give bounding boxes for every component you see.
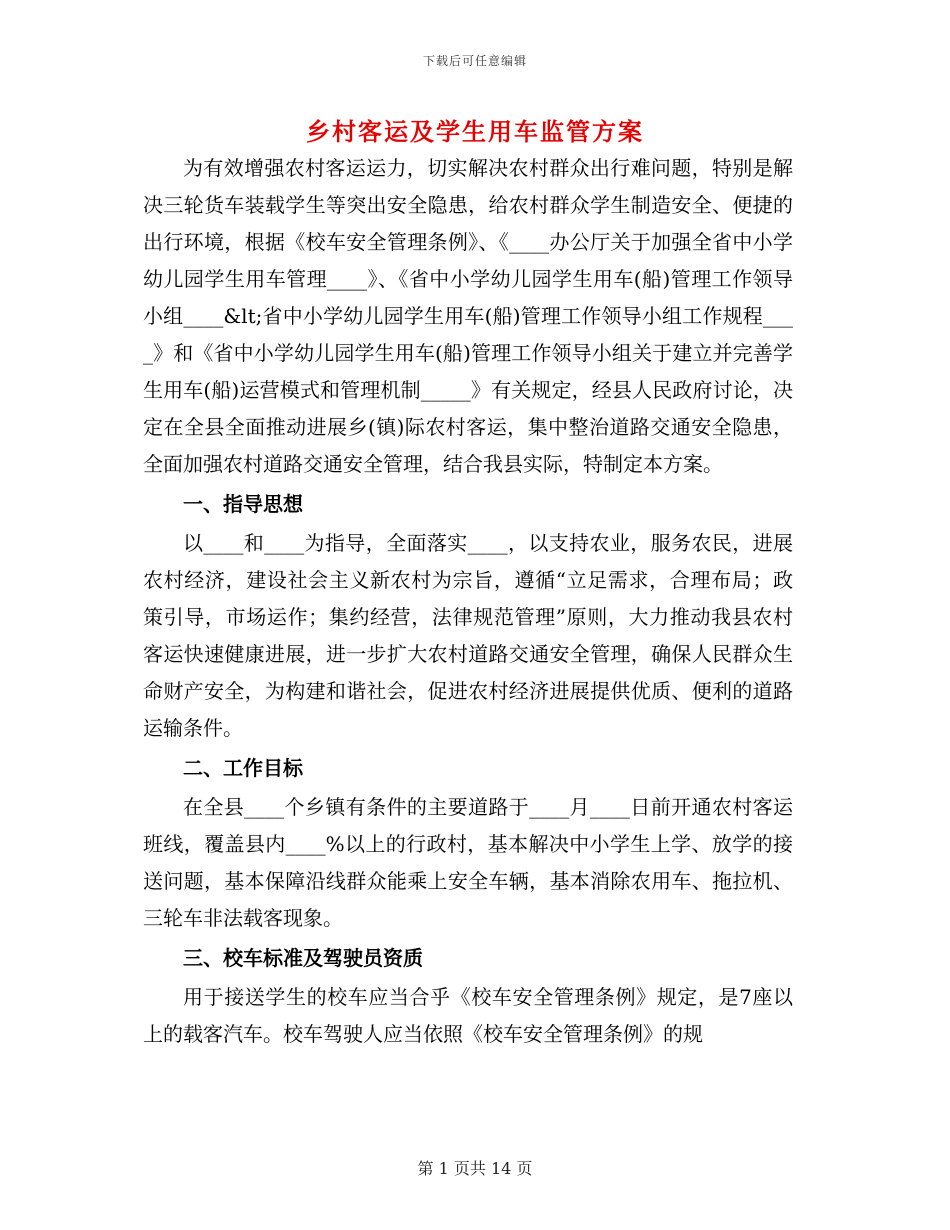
page-header-note: 下载后可任意编辑 <box>422 54 527 68</box>
section-paragraph: 在全县____个乡镇有条件的主要道路于____月____日前开通农村客运班线，覆盖县内____%以上的行政村，基本解决中小学生上学、放学的接送问题，基本保障沿线群众能乘上安全车辆，基本消除农用车、拖拉机、三轮车非法载客现象。 <box>143 795 793 930</box>
section-paragraph: 用于接送学生的校车应当合乎《校车安全管理条例》规定，是7座以上的载客汽车。校车驾驶人应当依照《校车安全管理条例》的规 <box>143 985 793 1046</box>
section-work-goals <box>143 747 793 937</box>
page-number: 第 1 页共 14 页 <box>417 1159 533 1178</box>
section-heading: 三、校车标准及驾驶员资质 <box>183 946 423 970</box>
section-bus-standards <box>143 937 793 1053</box>
section-heading: 一、指导思想 <box>183 492 303 516</box>
section-paragraph: 以____和____为指导，全面落实____，以支持农业，服务农民，进展农村经济，建设社会主义新农村为宗旨，遵循“立足需求，合理布局；政策引导，市场运作；集约经营，法律规范管理”原则，大力推动我县农村客运快速健康进展，进一步扩大农村道路交通安全管理，确保人民群众生命财产安全，为构建和谐社会，促进农村经济进展提供优质、便利的道路运输条件。 <box>143 531 793 740</box>
document-body <box>143 150 793 1053</box>
section-heading: 二、工作目标 <box>183 756 303 780</box>
document-title: 乡村客运及学生用车监管方案 <box>306 117 644 146</box>
intro-paragraph: 为有效增强农村客运运力，切实解决农村群众出行难问题，特别是解决三轮货车装载学生等突出安全隐患，给农村群众学生制造安全、便捷的出行环境，根据《校车安全管理条例》、《____办公厅关于加强全省中小学幼儿园学生用车管理____》、《省中小学幼儿园学生用车(船)管理工作领导小组____&lt;省中小学幼儿园学生用车(船)管理工作领导小组工作规程____》和《省中小学幼儿园学生用车(船)管理工作领导小组关于建立并完善学生用车(船)运营模式和管理机制_____》有关规定，经县人民政府讨论，决定在全县全面推动进展乡(镇)际农村客运，集中整治道路交通安全隐患，全面加强农村道路交通安全管理，结合我县实际，特制定本方案。 <box>143 156 793 476</box>
section-guiding-ideology <box>143 483 793 747</box>
